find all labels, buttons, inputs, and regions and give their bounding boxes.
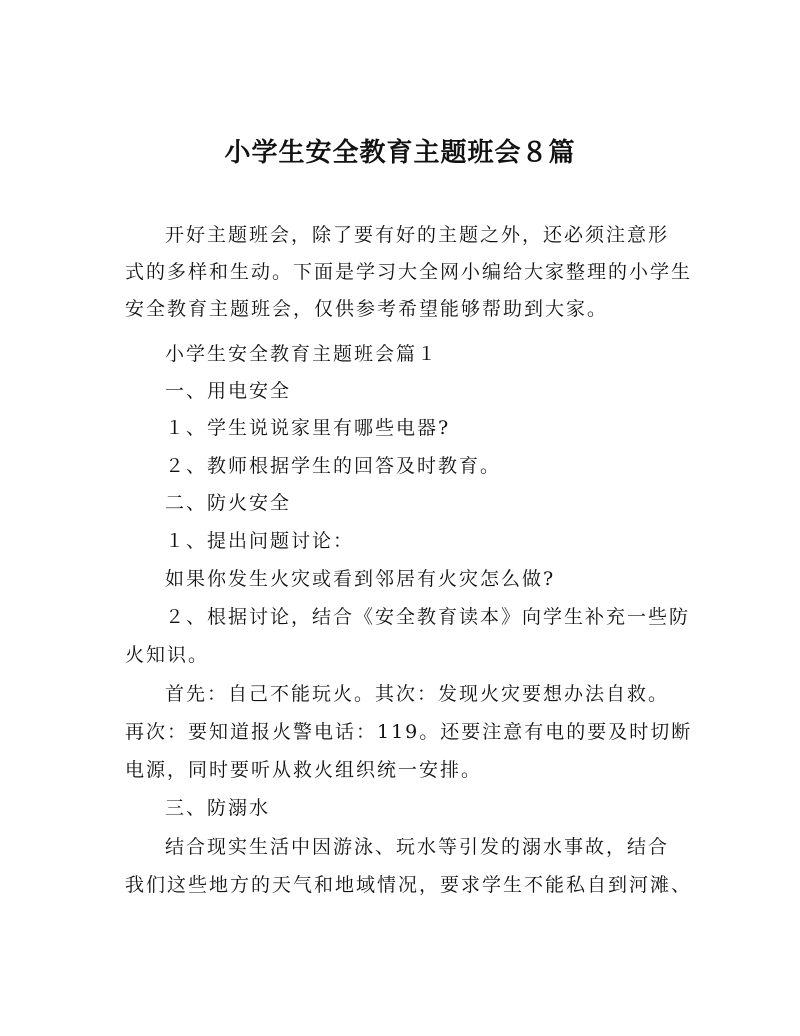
list-item: ２、教师根据学生的回答及时教育。 (165, 455, 502, 477)
paragraph-line: 首先：自己不能玩火。其次：发现火灾要想办法自救。 (165, 683, 670, 705)
section-heading: 二、防火安全 (165, 492, 292, 514)
paragraph-line: 火知识。 (125, 644, 210, 666)
paragraph-line: 开好主题班会，除了要有好的主题之外，还必须注意形 (165, 224, 670, 246)
section-heading: 三、防溺水 (165, 797, 271, 819)
list-item: １、提出问题讨论： (165, 530, 355, 552)
paragraph-line: 如果你发生火灾或看到邻居有火灾怎么做? (165, 568, 556, 590)
paragraph-line: 结合现实生活中因游泳、玩水等引发的溺水事故，结合 (165, 836, 670, 858)
paragraph-line: 再次：要知道报火警电话：119。还要注意有电的要及时切断 (125, 721, 693, 743)
paragraph-line: 式的多样和生动。下面是学习大全网小编给大家整理的小学生 (125, 261, 693, 283)
list-item: ２、根据讨论，结合《安全教育读本》向学生补充一些防 (165, 606, 691, 628)
document-title: 小学生安全教育主题班会８篇 (224, 138, 576, 168)
paragraph-line: 电源，同时要听从救火组织统一安排。 (125, 759, 483, 781)
paragraph-line: 安全教育主题班会，仅供参考希望能够帮助到大家。 (125, 298, 609, 320)
list-item: １、学生说说家里有哪些电器? (165, 417, 451, 439)
section-heading: 一、用电安全 (165, 380, 292, 402)
section-heading: 小学生安全教育主题班会篇１ (165, 343, 439, 365)
paragraph-line: 我们这些地方的天气和地域情况，要求学生不能私自到河滩、 (125, 874, 693, 896)
